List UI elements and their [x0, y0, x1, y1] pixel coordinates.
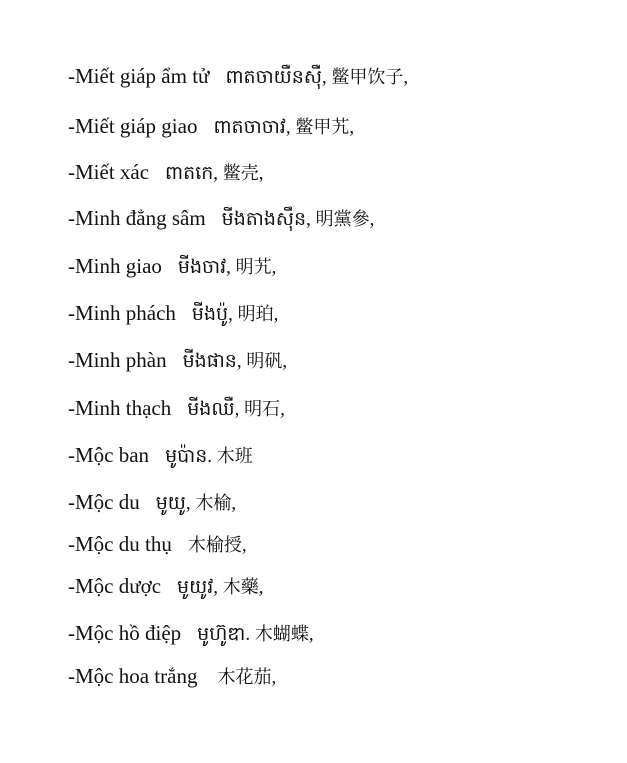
entry-row	[68, 574, 263, 600]
khmer-term: មីងចាវ	[177, 256, 227, 278]
han-term: 木榆授	[187, 535, 242, 556]
entry-row	[68, 396, 285, 422]
trailing-comma: ,	[258, 577, 264, 598]
vietnamese-term: -Mộc dược	[68, 574, 162, 598]
vietnamese-term: -Miết giáp ẩm tử	[68, 64, 210, 88]
entry-row	[68, 490, 236, 516]
vietnamese-term: -Mộc du	[68, 490, 140, 514]
separator: ,	[234, 399, 245, 420]
han-term: 木榆	[195, 493, 232, 514]
khmer-term: ពាតចាយឺនស៊ឺ	[225, 66, 322, 88]
entry-row	[68, 254, 276, 280]
khmer-term: មូប៉ាន	[165, 445, 208, 467]
khmer-term: មូហ៊ូឌា	[197, 623, 246, 645]
separator: ,	[228, 304, 238, 325]
khmer-term: ពាតកេ	[165, 162, 214, 184]
entry-row	[68, 664, 276, 690]
han-term: 木花茄	[217, 667, 272, 688]
entry-row	[68, 532, 247, 558]
entry-row	[68, 301, 278, 327]
han-term: 鳖甲饮子	[331, 67, 404, 88]
entry-row	[68, 160, 264, 186]
han-term: 木蝴蝶	[254, 624, 309, 645]
separator: ,	[285, 117, 296, 138]
vietnamese-term: -Minh phàn	[68, 348, 167, 372]
khmer-term: មីងប៉ូ	[191, 303, 229, 325]
entry-row	[68, 348, 287, 374]
entry-row	[68, 621, 314, 647]
separator: ,	[213, 163, 223, 184]
separator: ,	[185, 493, 196, 514]
han-term: 明艽	[235, 257, 272, 278]
vietnamese-term: -Minh đẳng sâm	[68, 206, 206, 230]
separator: ,	[321, 67, 332, 88]
vietnamese-term: -Mộc hoa trắng	[68, 664, 198, 688]
trailing-comma: ,	[349, 117, 355, 138]
trailing-comma: ,	[271, 667, 277, 688]
trailing-comma: ,	[271, 257, 277, 278]
separator: ,	[226, 257, 236, 278]
khmer-term: មីងឈឺ	[187, 398, 235, 420]
trailing-comma: ,	[282, 351, 288, 372]
trailing-comma: ,	[231, 493, 237, 514]
vietnamese-term: -Mộc du thụ	[68, 532, 172, 556]
trailing-comma: ,	[241, 535, 247, 556]
khmer-term: មូយូ	[155, 492, 186, 514]
vietnamese-term: -Miết xác	[68, 160, 150, 184]
khmer-term: មីងផាន	[182, 350, 237, 372]
trailing-comma: ,	[308, 624, 314, 645]
entry-row	[68, 114, 354, 140]
separator: ,	[306, 209, 316, 230]
khmer-term: មូយូវ	[177, 576, 214, 598]
vietnamese-term: -Minh thạch	[68, 396, 172, 420]
han-term: 木藥	[222, 577, 259, 598]
khmer-term: ពាតចាចាវ	[213, 116, 286, 138]
trailing-comma: ,	[403, 67, 409, 88]
separator: ,	[236, 351, 247, 372]
entry-row	[68, 64, 408, 90]
separator: .	[207, 446, 217, 467]
separator: ,	[213, 577, 223, 598]
entry-row	[68, 206, 374, 232]
vietnamese-term: -Mộc hồ điệp	[68, 621, 182, 645]
khmer-term: មីងតាងស៊ឹន	[221, 208, 307, 230]
han-term: 鳖甲艽	[295, 117, 350, 138]
vietnamese-term: -Mộc ban	[68, 443, 150, 467]
trailing-comma: ,	[369, 209, 375, 230]
han-term: 明珀	[237, 304, 274, 325]
entry-row	[68, 443, 253, 469]
han-term: 木班	[216, 446, 253, 467]
vietnamese-term: -Minh phách	[68, 301, 176, 325]
han-term: 鳖壳	[222, 163, 259, 184]
han-term: 明黨參	[315, 209, 370, 230]
separator: .	[245, 624, 255, 645]
vietnamese-term: -Miết giáp giao	[68, 114, 198, 138]
trailing-comma: ,	[273, 304, 279, 325]
vietnamese-term: -Minh giao	[68, 254, 162, 278]
trailing-comma: ,	[258, 163, 264, 184]
han-term: 明石	[244, 399, 281, 420]
han-term: 明矾	[246, 351, 283, 372]
trailing-comma: ,	[280, 399, 285, 420]
